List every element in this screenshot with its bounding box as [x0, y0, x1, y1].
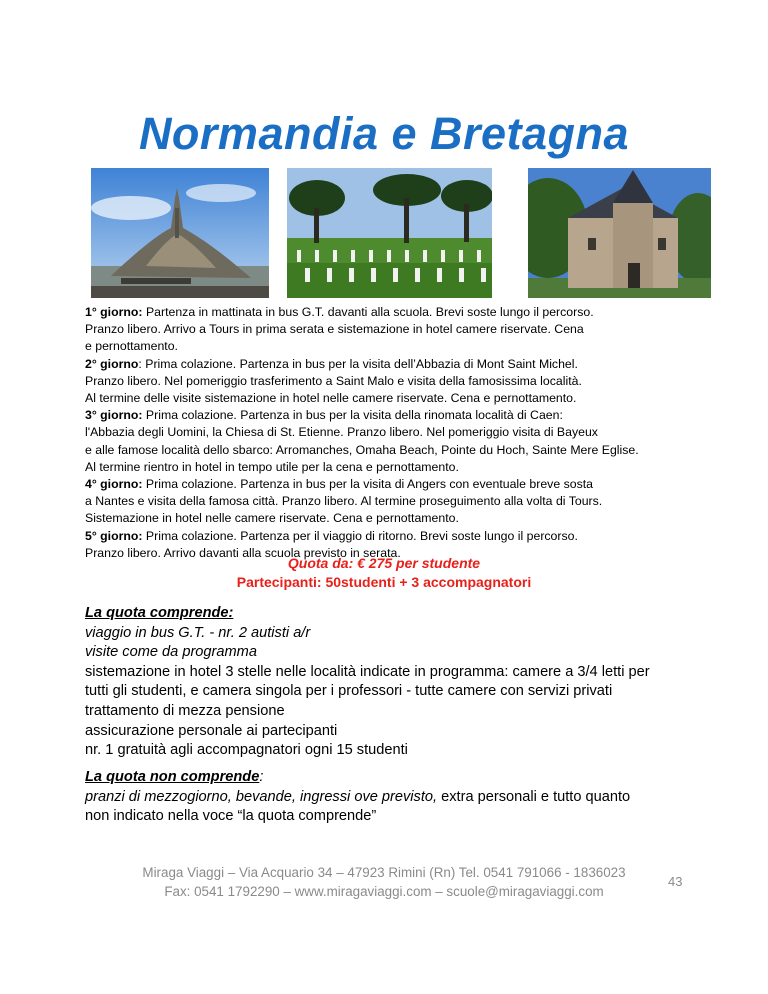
itinerary-line: 5° giorno: Prima colazione. Partenza per il viaggio di ritorno. Brevi soste lungo il percorso.	[85, 528, 578, 543]
itinerary-line: Al termine rientro in hotel in tempo utile per la cena e pernottamento.	[85, 459, 459, 474]
photo-strip	[91, 168, 711, 298]
includes-item: nr. 1 gratuità agli accompagnatori ogni 15 studenti	[85, 742, 408, 759]
page-number: 43	[668, 874, 683, 889]
american-cemetery-photo	[287, 168, 492, 298]
includes-item: trattamento di mezza pensione	[85, 702, 285, 719]
itinerary-line: a Nantes e visita della famosa città. Pranzo libero. Al termine proseguimento alla volta di Tours.	[85, 494, 603, 509]
quota-participants: Partecipanti: 50studenti + 3 accompagnatori	[236, 574, 532, 590]
itinerary-line: e alle famose località dello sbarco: Arromanches, Omaha Beach, Pointe du Hoch, Sainte Mere Eglise.	[85, 442, 639, 457]
itinerary-line: e pernottamento.	[85, 339, 178, 354]
itinerary-line: 2° giorno: Prima colazione. Partenza in bus per la visita dell’Abbazia di Mont Saint Michel.	[85, 356, 578, 371]
itinerary-line: Pranzo libero. Arrivo davanti alla scuola previsto in serata.	[85, 545, 401, 560]
excludes-item: non indicato nella voce “la quota comprende”	[85, 808, 377, 825]
castle-photo	[528, 168, 711, 298]
itinerary-line: 3° giorno: Prima colazione. Partenza in bus per la visita della rinomata località di Caen:	[85, 408, 563, 423]
itinerary-line: Pranzo libero. Arrivo a Tours in prima serata e sistemazione in hotel camere riservate. Cena	[85, 322, 584, 337]
day-label: 4° giorno:	[85, 477, 143, 492]
footer-contacts: Fax: 0541 1792290 – www.miragaviaggi.com – scuole@miragaviaggi.com	[164, 883, 604, 899]
excludes-item: pranzi di mezzogiorno, bevande, ingressi ove previsto, extra personali e tutto quanto	[85, 788, 631, 805]
footer	[0, 864, 768, 901]
page-title: Normandia e Bretagna	[138, 108, 630, 159]
day-label: 5° giorno:	[85, 528, 143, 543]
includes-item: assicurazione personale ai partecipanti	[85, 722, 338, 739]
day-label: 2° giorno	[85, 356, 139, 371]
mont-saint-michel-photo	[91, 168, 269, 298]
includes-item: viaggio in bus G.T. - nr. 2 autisti a/r	[85, 624, 311, 641]
includes-section	[85, 604, 735, 761]
footer-address: Miraga Viaggi – Via Acquario 34 – 47923 Rimini (Rn) Tel. 0541 791066 - 1836023	[142, 865, 626, 880]
itinerary-line: 1° giorno: Partenza in mattinata in bus G.T. davanti alla scuola. Brevi soste lungo il percorso.	[85, 305, 594, 319]
excludes-header: La quota non comprende	[85, 769, 260, 785]
itinerary-line: Al termine delle visite sistemazione in hotel nelle camere riservate. Cena e pernottamento.	[85, 391, 577, 406]
excludes-section	[85, 768, 735, 827]
quota-block	[0, 554, 768, 592]
itinerary	[85, 304, 725, 562]
includes-item: visite come da programma	[85, 644, 257, 661]
quota-price: Quota da: € 275 per studente	[287, 555, 481, 571]
includes-item: tutti gli studenti, e camera singola per i professori - tutte camere con servizi privati	[85, 683, 613, 700]
day-label: 3° giorno:	[85, 408, 143, 423]
includes-item: sistemazione in hotel 3 stelle nelle località indicate in programma: camere a 3/4 letti per	[85, 663, 650, 680]
itinerary-line: Pranzo libero. Nel pomeriggio trasferimento a Saint Malo e visita della famosissima località.	[85, 373, 582, 388]
day-label: 1° giorno:	[85, 305, 143, 319]
itinerary-line: 4° giorno: Prima colazione. Partenza in bus per la visita di Angers con eventuale breve sosta	[85, 477, 593, 492]
excludes-header-line: La quota non comprende:	[85, 769, 264, 785]
includes-header: La quota comprende:	[85, 605, 234, 621]
itinerary-line: Sistemazione in hotel nelle camere riservate. Cena e pernottamento.	[85, 511, 459, 526]
itinerary-line: l'Abbazia degli Uomini, la Chiesa di St. Etienne. Pranzo libero. Nel pomeriggio visita di Bayeux	[85, 425, 598, 440]
